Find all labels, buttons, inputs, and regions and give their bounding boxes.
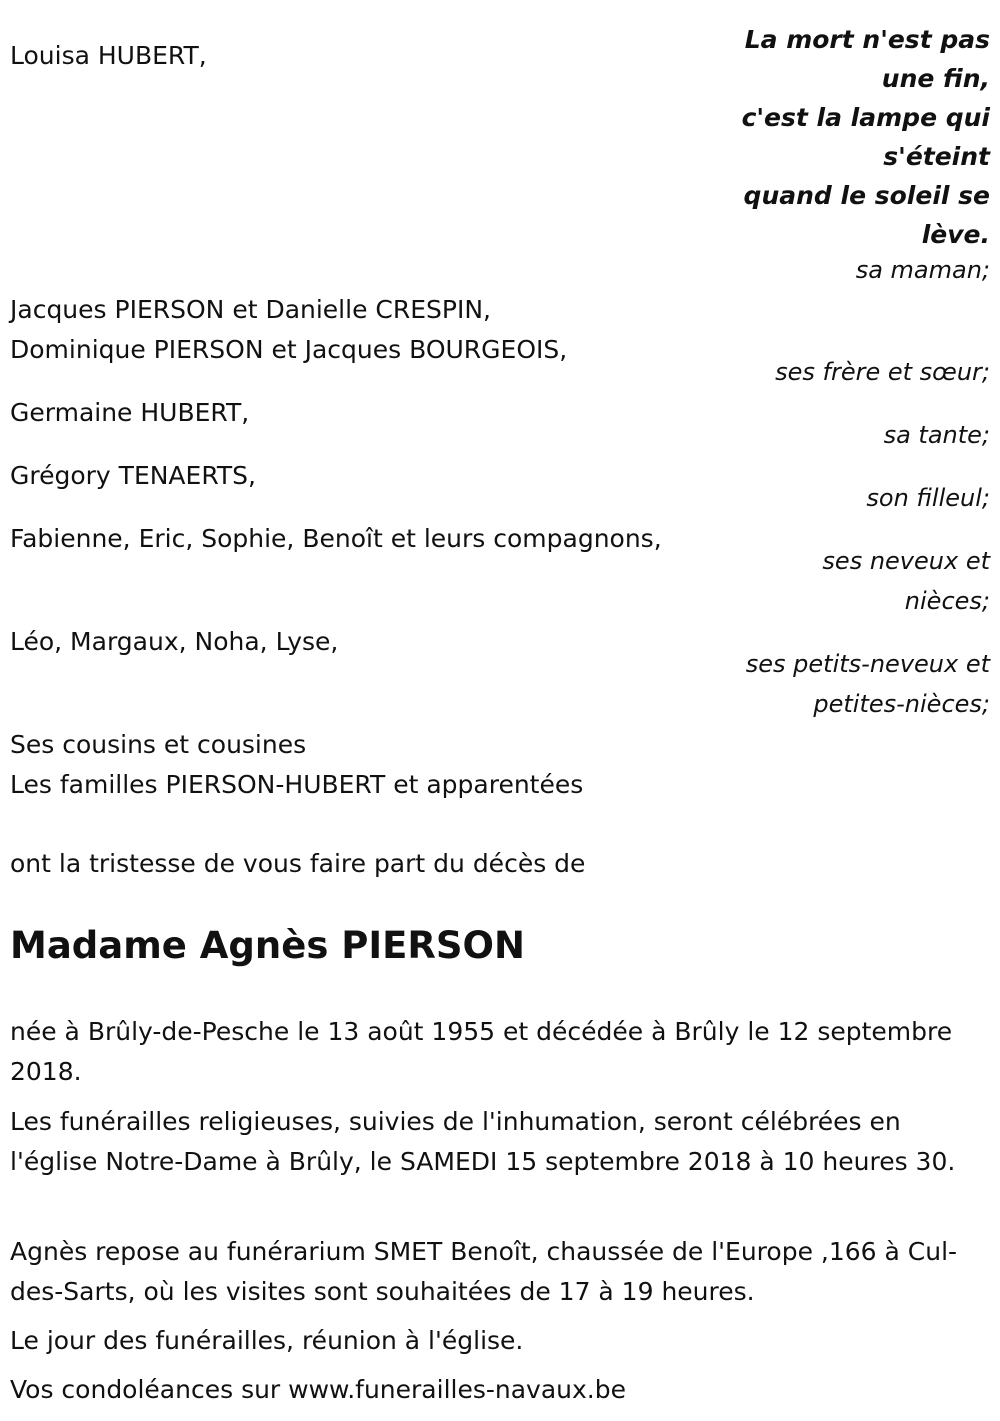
quote-line: c'est la lampe qui (741, 103, 990, 132)
epigraph-quote (730, 20, 990, 254)
funeral-paragraph: Les funérailles religieuses, suivies de l'inhumation, seront célébrées en l'église Notre-Dame à Brûly, le SAMEDI 15 septembre 2018 à 10 heures 30. (10, 1107, 956, 1176)
aunt-name: Germaine HUBERT, (10, 398, 250, 427)
meeting-paragraph: Le jour des funérailles, réunion à l'église. (10, 1326, 524, 1355)
aunt-relation: sa tante; (883, 421, 990, 449)
grand-nephews-names: Léo, Margaux, Noha, Lyse, (10, 627, 339, 656)
nephews-names: Fabienne, Eric, Sophie, Benoît et leurs compagnons, (10, 524, 662, 553)
godson-relation: son filleul; (866, 484, 990, 512)
nephews-relation-line-1: ses neveux et (822, 547, 990, 575)
quote-line: une fin, (881, 64, 990, 93)
godson-name: Grégory TENAERTS, (10, 461, 256, 490)
siblings-relation: ses frère et sœur; (775, 358, 990, 386)
mother-relation: sa maman; (855, 256, 990, 284)
quote-line: lève. (921, 220, 990, 249)
quote-line: s'éteint (883, 142, 990, 171)
grand-nephews-relation-line-1: ses petits-neveux et (745, 650, 990, 678)
cousins-line: Ses cousins et cousines (10, 730, 307, 759)
nephews-relation-line-2: nièces; (904, 587, 990, 615)
birth-death-paragraph: née à Brûly-de-Pesche le 13 août 1955 et décédée à Brûly le 12 septembre 2018. (10, 1017, 953, 1086)
grand-nephews-relation-line-2: petites-nièces; (813, 690, 990, 718)
condolences-paragraph: Vos condoléances sur www.funerailles-navaux.be (10, 1375, 627, 1404)
quote-line: La mort n'est pas (744, 25, 990, 54)
families-line: Les familles PIERSON-HUBERT et apparentées (10, 770, 584, 799)
announcement-text: ont la tristesse de vous faire part du décès de (10, 849, 586, 878)
mother-name: Louisa HUBERT, (10, 41, 207, 70)
visitation-paragraph: Agnès repose au funérarium SMET Benoît, chaussée de l'Europe ,166 à Cul-des-Sarts, où les visites sont souhaitées de 17 à 19 heures. (10, 1237, 958, 1306)
sibling-line-1: Jacques PIERSON et Danielle CRESPIN, (10, 295, 491, 324)
quote-line: quand le soleil se (743, 181, 990, 210)
sibling-line-2: Dominique PIERSON et Jacques BOURGEOIS, (10, 335, 568, 364)
deceased-name: Madame Agnès PIERSON (10, 924, 525, 967)
